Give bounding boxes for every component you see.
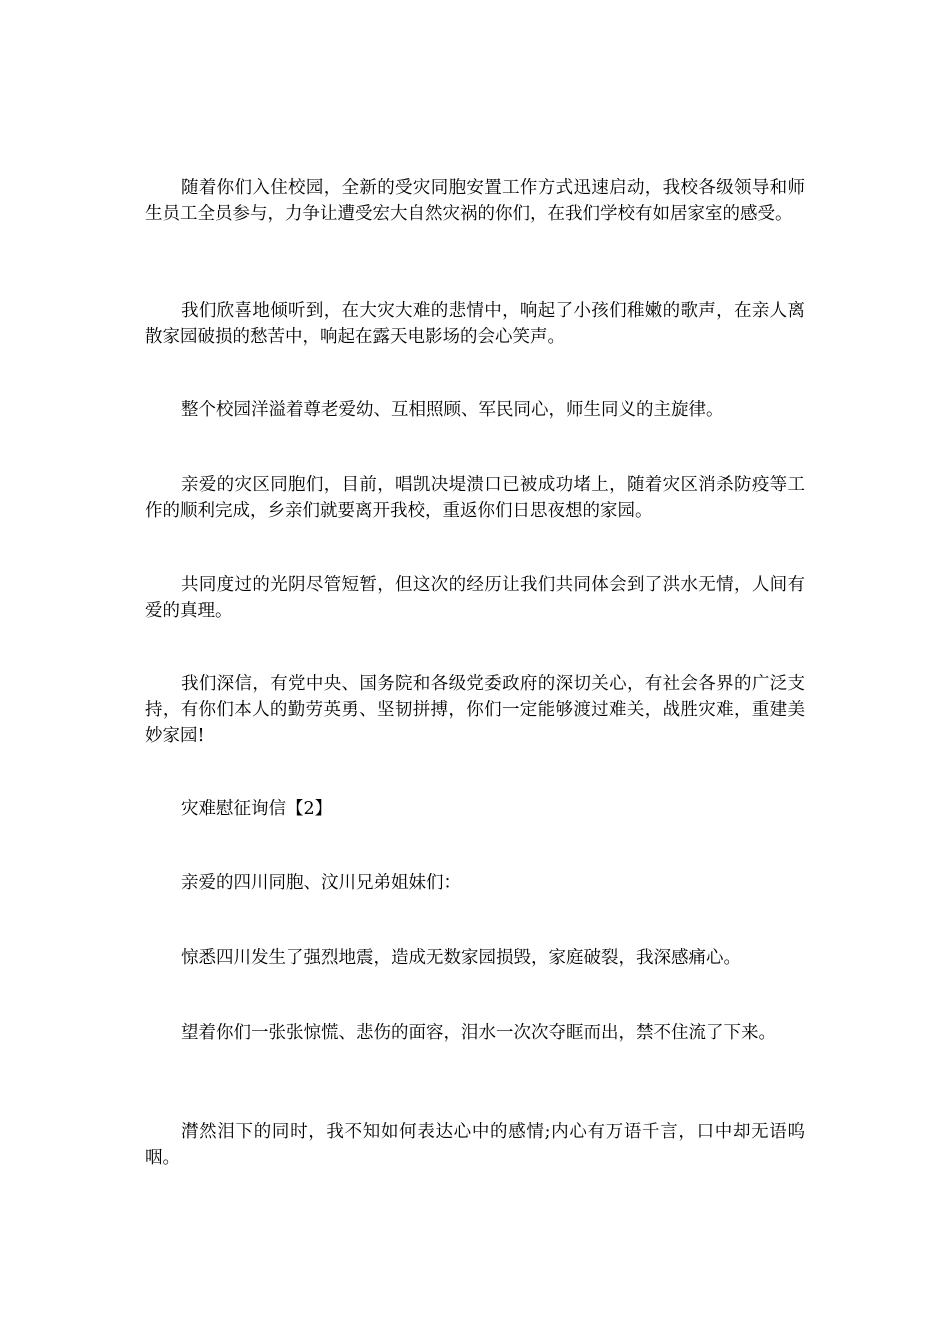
paragraph-3: 整个校园洋溢着尊老爱幼、互相照顾、军民同心，师生同义的主旋律。 [181, 400, 724, 420]
paragraph-7: 惊悉四川发生了强烈地震，造成无数家园损毁，家庭破裂，我深感痛心。 [181, 948, 741, 968]
paragraph-6: 我们深信，有党中央、国务院和各级党委政府的深切关心，有社会各界的广泛支持，有你们本人的勤劳英勇、坚韧拼搏，你们一定能够渡过难关，战胜灾难，重建美妙家园! [145, 674, 805, 746]
paragraph-5: 共同度过的光阴尽管短暂，但这次的经历让我们共同体会到了洪水无情，人间有爱的真理。 [145, 575, 805, 621]
salutation: 亲爱的四川同胞、汶川兄弟姐妹们： [181, 873, 461, 893]
paragraph-1: 随着你们入住校园，全新的受灾同胞安置工作方式迅速启动，我校各级领导和师生员工全员参与，力争让遭受宏大自然灾祸的你们，在我们学校有如居家室的感受。 [145, 178, 805, 224]
paragraph-8: 望着你们一张张惊慌、悲伤的面容，泪水一次次夺眶而出，禁不住流了下来。 [181, 1023, 776, 1043]
paragraph-9: 潸然泪下的同时，我不知如何表达心中的感情;内心有万语千言，口中却无语呜咽。 [145, 1122, 805, 1168]
paragraph-2: 我们欣喜地倾听到，在大灾大难的悲情中，响起了小孩们稚嫩的歌声，在亲人离散家园破损的愁苦中，响起在露天电影场的会心笑声。 [145, 301, 805, 347]
section-heading: 灾难慰征询信【2】 [181, 799, 333, 819]
paragraph-4: 亲爱的灾区同胞们，目前，唱凯决堤溃口已被成功堵上，随着灾区消杀防疫等工作的顺利完成，乡亲们就要离开我校，重返你们日思夜想的家园。 [145, 475, 805, 521]
